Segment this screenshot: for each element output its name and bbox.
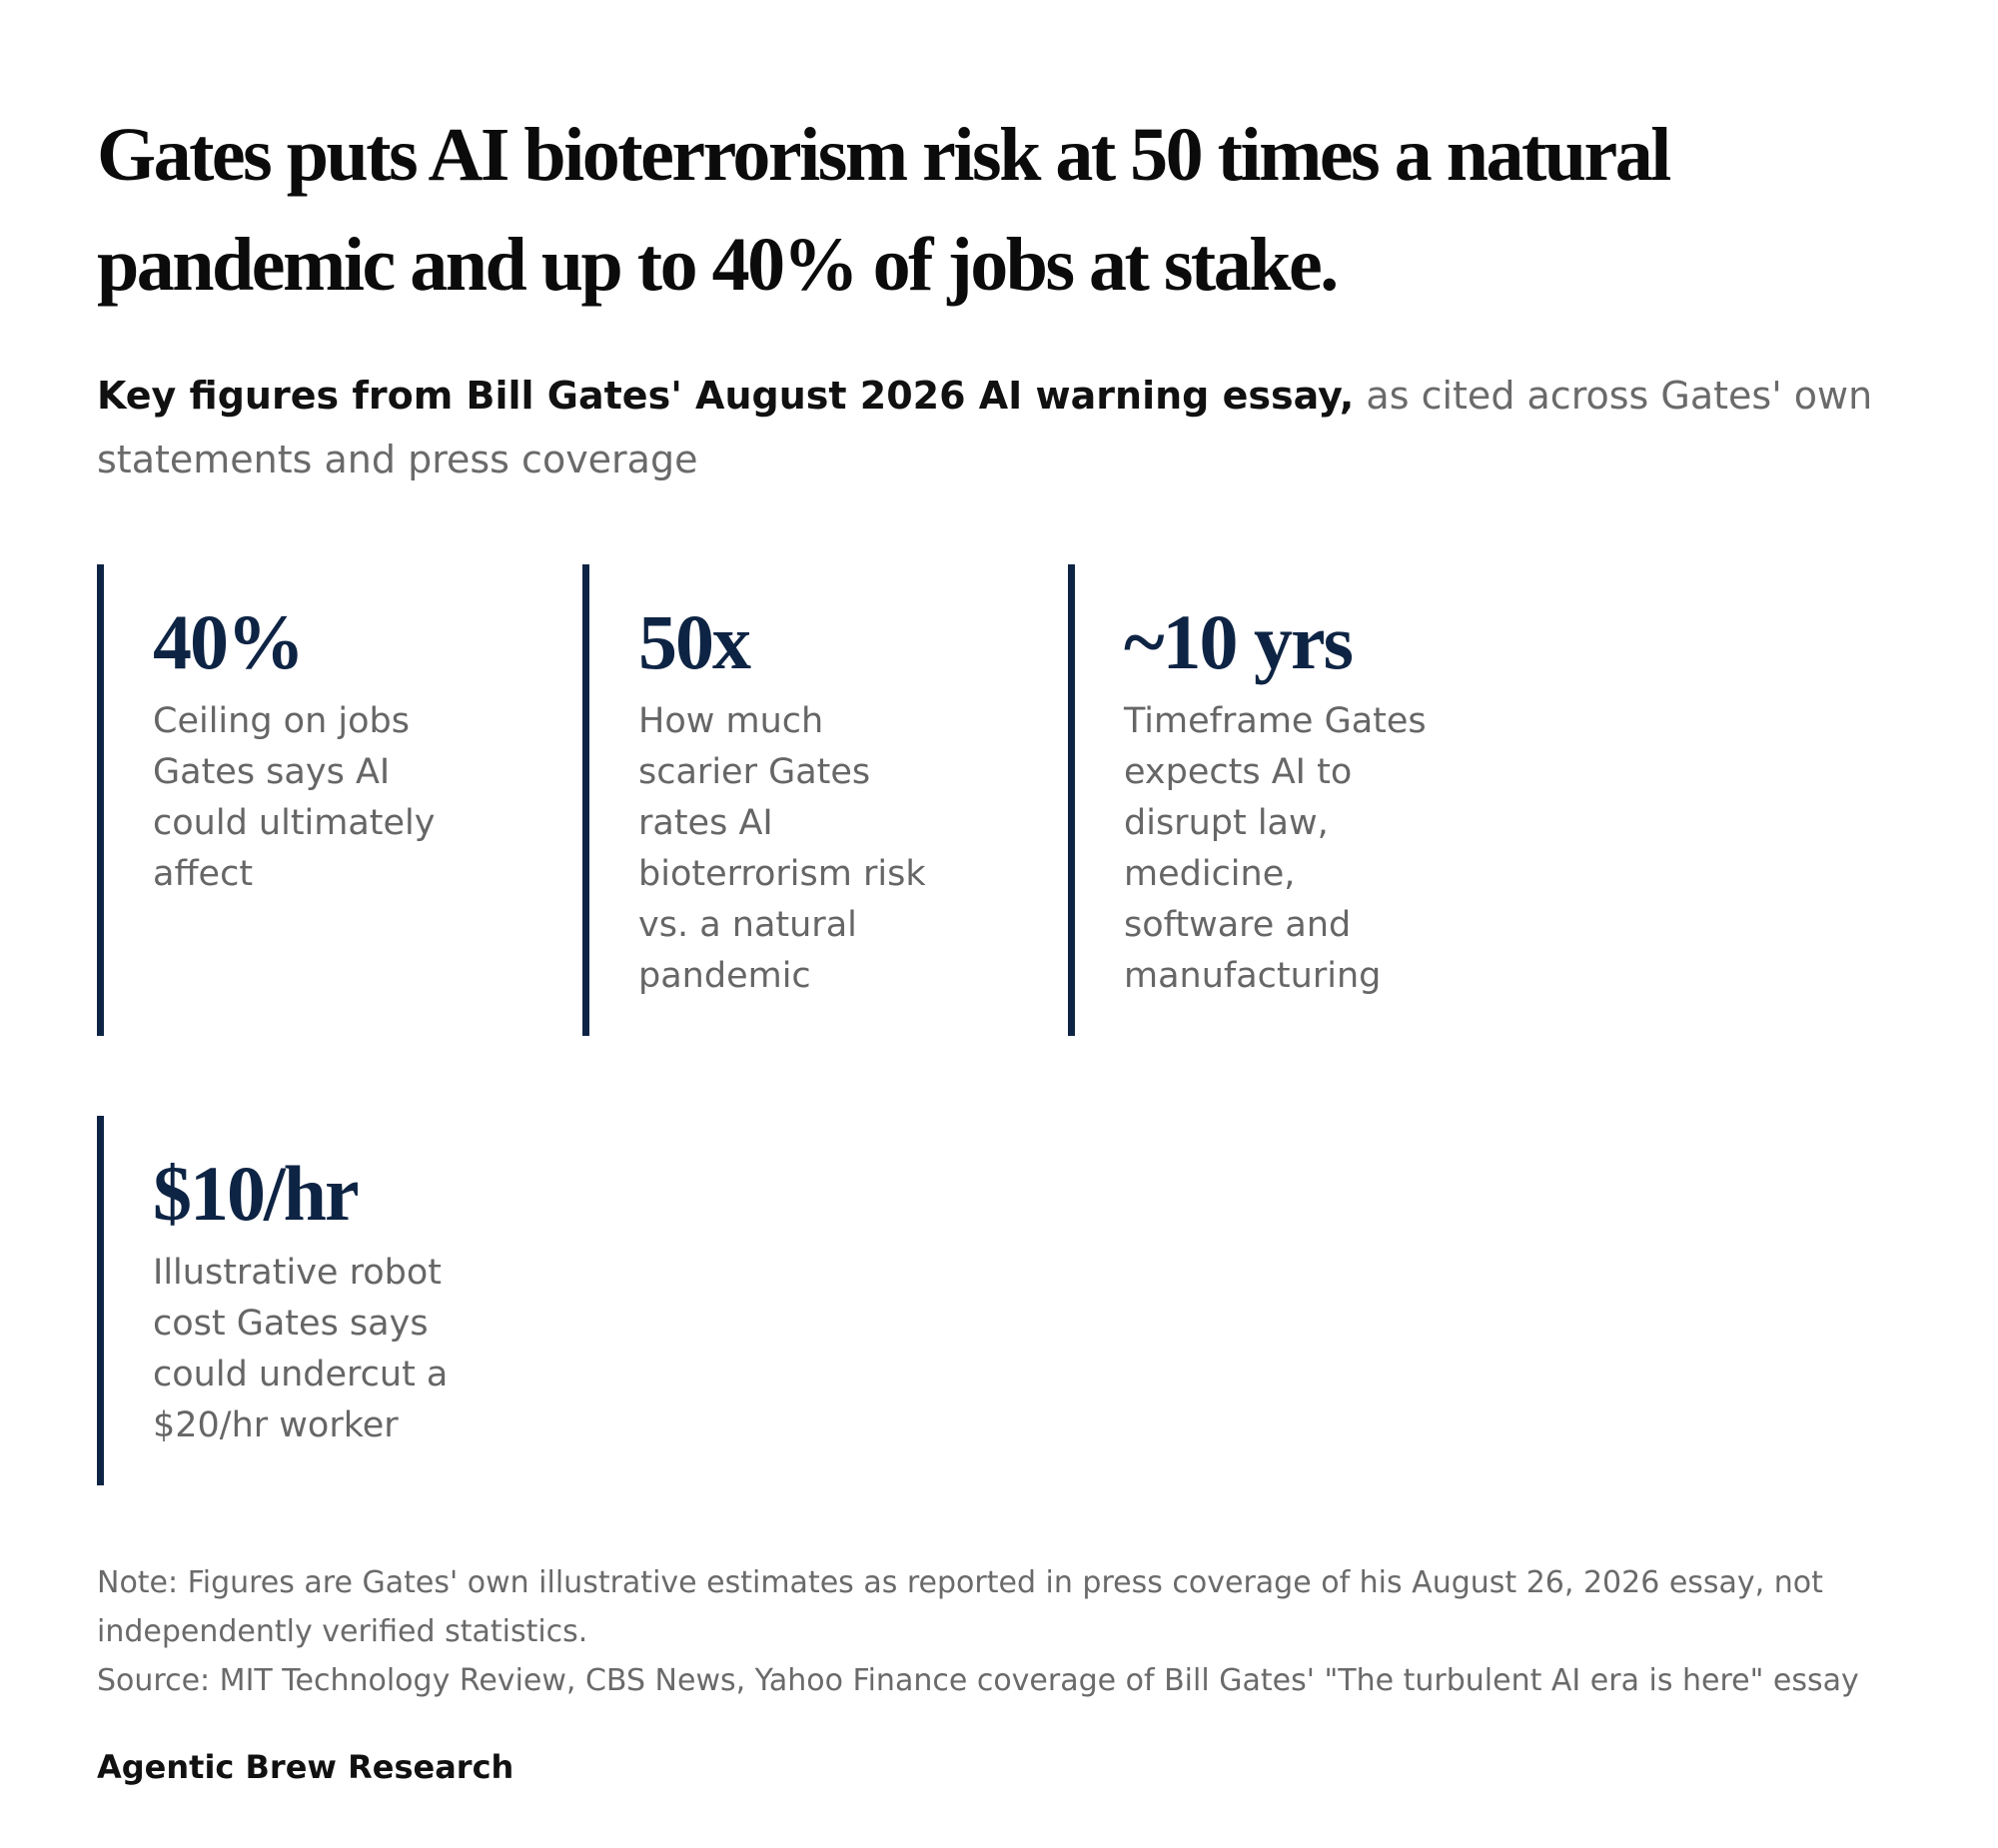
stat-value: ~10 yrs	[1124, 598, 1353, 685]
subtitle-lead: Key figures from Bill Gates' August 2026 AI warning essay,	[97, 374, 1355, 418]
stats-grid	[97, 564, 1575, 1485]
subtitle-rest: as cited across Gates' own statements and press coverage	[97, 374, 1873, 481]
headline: Gates puts AI bioterrorism risk at 50 times a natural pandemic and up to 40% of jobs at stake.	[97, 113, 1669, 307]
stat-description: Timeframe Gates expects AI to disrupt law, medicine, software and manufacturing	[1124, 701, 1427, 996]
stat-description: Illustrative robot cost Gates says could undercut a $20/hr worker	[153, 1253, 449, 1445]
stat-value: $10/hr	[153, 1150, 358, 1237]
source-text: Source: MIT Technology Review, CBS News, Yahoo Finance coverage of Bill Gates' "The turbulent AI era is here" essay	[97, 1663, 1859, 1698]
page	[97, 100, 1915, 1786]
stat-card-jobs	[97, 564, 582, 1036]
stat-value: 50x	[638, 598, 749, 685]
stat-description: Ceiling on jobs Gates says AI could ultimately affect	[153, 701, 436, 894]
stat-card-timeframe	[1068, 564, 1553, 1036]
stat-card-robot-cost	[97, 1116, 582, 1485]
stat-card-bioterrorism	[582, 564, 1068, 1036]
brand-credit: Agentic Brew Research	[97, 1748, 514, 1786]
note-text: Note: Figures are Gates' own illustrative estimates as reported in press coverage of his August 26, 2026 essay, not independently verified statistics.	[97, 1565, 1823, 1649]
stat-value: 40%	[153, 598, 303, 685]
stat-description: How much scarier Gates rates AI bioterrorism risk vs. a natural pandemic	[638, 701, 926, 996]
footnotes	[97, 1558, 1915, 1705]
subtitle	[97, 364, 1915, 491]
